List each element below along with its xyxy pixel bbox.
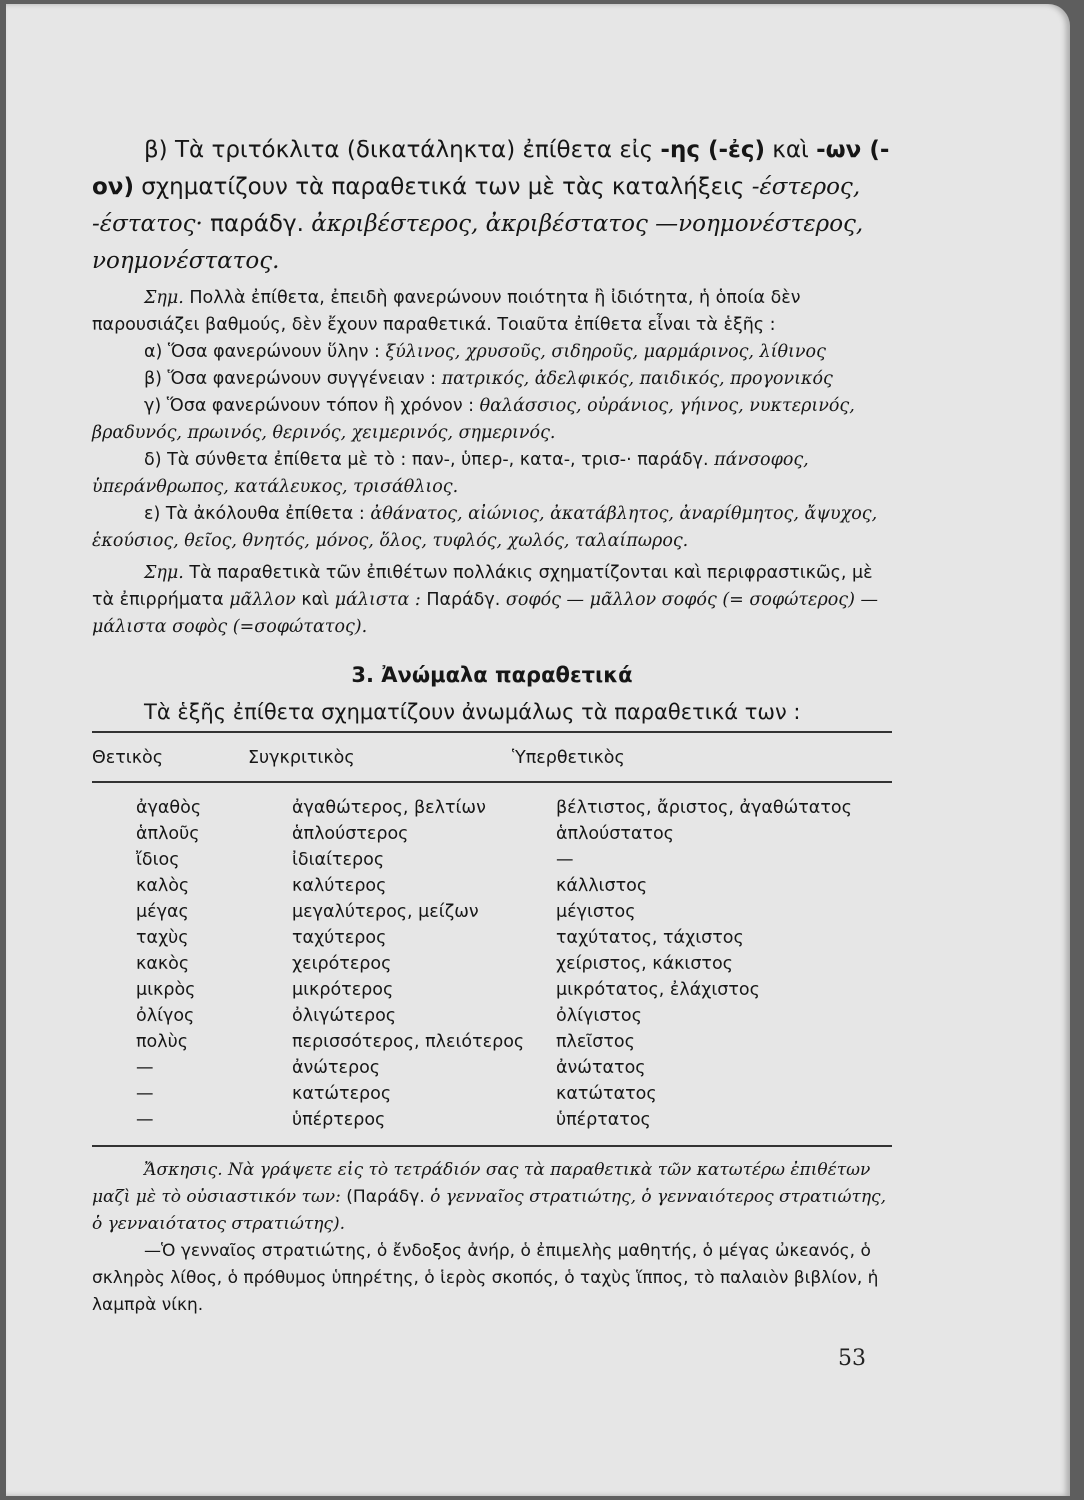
section-b-rest: σχηματίζουν τὰ παραθετικά των μὲ τὰς καταλήξεις <box>141 174 745 200</box>
note-1-item <box>92 366 892 393</box>
cell-positive: — <box>136 1084 154 1104</box>
table-header-rule <box>92 781 892 783</box>
exercise-label: Ἄσκησις. <box>144 1160 223 1180</box>
note-1-item <box>92 447 892 501</box>
cell-superlative: κάλλιστος <box>556 876 648 896</box>
note-1-item-lead: δ) Τὰ σύνθετα ἐπίθετα μὲ τὸ : παν-, ὑπερ-, κατα-, τρισ-· παράδγ. <box>144 450 709 470</box>
cell-positive: μικρὸς <box>136 980 196 1000</box>
note-2-text: Τὰ παραθετικὰ τῶν ἐπιθέτων πολλάκις σχηματίζονται καὶ περιφραστικῶς, μὲ τὰ ἐπιρρήματα <box>92 563 873 610</box>
cell-superlative: ὑπέρτατος <box>556 1110 651 1130</box>
table-row <box>92 821 892 847</box>
cell-superlative: ἀνώτατος <box>556 1058 646 1078</box>
cell-comparative: ὑπέρτερος <box>292 1110 386 1130</box>
note-1-item-examples: θαλάσσιος, οὐράνιος, γήινος, νυκτερινός, βραδυνός, πρωινός, θερινός, χειμερινός, σημερινός. <box>92 396 855 443</box>
table-row <box>92 847 892 873</box>
note-2-kai: καὶ <box>301 590 330 610</box>
note-1-item-lead: ε) Τὰ ἀκόλουθα ἐπίθετα : <box>144 504 365 524</box>
cell-comparative: μεγαλύτερος, μείζων <box>292 902 479 922</box>
note-2-parad: Παράδγ. <box>426 590 501 610</box>
table-row <box>92 1029 892 1055</box>
cell-comparative: χειρότερος <box>292 954 392 974</box>
cell-positive: ταχὺς <box>136 928 189 948</box>
section-b-examples: ἀκριβέστερος, ἀκριβέστατος —νοημονέστερος, νοημονέστατος. <box>92 211 864 274</box>
cell-positive: πολὺς <box>136 1032 188 1052</box>
cell-superlative: ταχύτατος, τάχιστος <box>556 928 744 948</box>
note-1-item <box>92 393 892 447</box>
note-2 <box>92 560 892 641</box>
section-b-parad: παράδγ. <box>210 211 304 237</box>
cell-comparative: ἁπλούστερος <box>292 824 409 844</box>
note-1-item <box>92 339 892 366</box>
book-page <box>6 4 1070 1496</box>
cell-positive: — <box>136 1058 154 1078</box>
col-header-comparative: Συγκριτικὸς <box>248 748 355 768</box>
cell-positive: καλὸς <box>136 876 190 896</box>
section-b-ending-1: -ης (-ἐς) <box>660 137 765 163</box>
cell-superlative: χείριστος, κάκιστος <box>556 954 733 974</box>
section-b-ending-2: -ων (-ον) <box>92 137 890 200</box>
note-1-item-examples: πατρικός, ἀδελφικός, παιδικός, προγονικός <box>441 369 833 389</box>
page-content <box>92 132 892 1319</box>
section-b-and: καὶ <box>772 137 809 163</box>
cell-superlative: ἁπλούστατος <box>556 824 674 844</box>
table-row <box>92 925 892 951</box>
exercise-list: —Ὁ γενναῖος στρατιώτης, ὁ ἔνδοξος ἀνήρ, ὁ ἐπιμελὴς μαθητής, ὁ μέγας ὠκεανός, ὁ σκληρὸς λίθος, ὁ πρόθυμος ὑπηρέτης, ὁ ἱερὸς σκοπός, ὁ ταχὺς ἵππος, τὸ παλαιὸν βιβλίον, ἡ λαμπρὰ νίκη. <box>92 1241 879 1315</box>
section-heading: 3. Ἀνώμαλα παραθετικά <box>351 663 633 687</box>
cell-positive: κακὸς <box>136 954 190 974</box>
cell-comparative: ἀγαθώτερος, βελτίων <box>292 798 486 818</box>
table-row <box>92 873 892 899</box>
table-row <box>92 785 892 821</box>
note-1-item-lead: β) Ὅσα φανερώνουν συγγένειαν : <box>144 369 437 389</box>
table-row <box>92 1055 892 1081</box>
table-row <box>92 1003 892 1029</box>
note-2-mallon: μᾶλλον <box>229 590 296 610</box>
note-1-item-examples: πάνσοφος, ὑπεράνθρωπος, κατάλευκος, τρισάθλιος. <box>92 450 809 497</box>
table-row <box>92 1107 892 1133</box>
cell-superlative: μικρότατος, ἐλάχιστος <box>556 980 760 1000</box>
note-1-text: Πολλὰ ἐπίθετα, ἐπειδὴ φανερώνουν ποιότητα ἢ ἰδιότητα, ἡ ὁποία δὲν παρουσιάζει βαθμούς, δὲν ἔχουν παραθετικά. Τοιαῦτα ἐπίθετα εἶναι τὰ ἑξῆς : <box>92 288 801 335</box>
cell-superlative: βέλτιστος, ἄριστος, ἀγαθώτατος <box>556 798 852 818</box>
section-b-paragraph <box>92 132 892 280</box>
exercise-instr: Νὰ γράψετε εἰς τὸ τετράδιόν σας τὰ παραθετικὰ τῶν κατωτέρω ἐπιθέτων μαζὶ μὲ τὸ οὐσιαστικόν των: <box>92 1160 871 1207</box>
table-row <box>92 951 892 977</box>
cell-comparative: ἰδιαίτερος <box>292 850 385 870</box>
note-1-item <box>92 501 892 555</box>
cell-positive: ἀγαθὸς <box>136 798 202 818</box>
note-1-label: Σημ. <box>144 288 184 308</box>
cell-positive: ἁπλοῦς <box>136 824 200 844</box>
note-2-malista: μάλιστα : <box>334 590 421 610</box>
note-2-label: Σημ. <box>144 563 184 583</box>
cell-comparative: ταχύτερος <box>292 928 387 948</box>
cell-comparative: ὀλιγώτερος <box>292 1006 397 1026</box>
table-header-row <box>92 735 892 779</box>
irregular-comparatives-table <box>92 735 892 779</box>
table-bottom-rule <box>92 1145 892 1147</box>
table-intro: Τὰ ἑξῆς ἐπίθετα σχηματίζουν ἀνωμάλως τὰ παραθετικά των : <box>144 700 801 724</box>
table-row <box>92 1081 892 1107</box>
col-header-positive: Θετικὸς <box>92 748 163 768</box>
note-1-item-lead: γ) Ὅσα φανερώνουν τόπον ἢ χρόνον : <box>144 396 475 416</box>
table-row <box>92 899 892 925</box>
exercise-parad: (Παράδγ. <box>346 1187 425 1207</box>
exercise-instructions <box>92 1157 892 1238</box>
note-1-item-examples: ἀθάνατος, αἰώνιος, ἀκατάβλητος, ἀναρίθμητος, ἄψυχος, ἑκούσιος, θεῖος, θνητός, μόνος, ὅλος, τυφλός, χωλός, ταλαίπωρος. <box>92 504 878 551</box>
note-1-item-examples: ξύλινος, χρυσοῦς, σιδηροῦς, μαρμάρινος, λίθινος <box>385 342 826 362</box>
cell-positive: ἴδιος <box>136 850 180 870</box>
cell-positive: — <box>136 1110 154 1130</box>
cell-comparative: ἀνώτερος <box>292 1058 381 1078</box>
table-top-rule <box>92 731 892 733</box>
cell-superlative: ὀλίγιστος <box>556 1006 642 1026</box>
cell-positive: μέγας <box>136 902 189 922</box>
note-1 <box>92 285 892 339</box>
exercise <box>92 1157 892 1319</box>
cell-superlative: κατώτατος <box>556 1084 657 1104</box>
exercise-example: ὁ γενναῖος στρατιώτης, ὁ γενναιότερος στρατιώτης, ὁ γενναιότατος στρατιώτης). <box>92 1187 886 1234</box>
section-b-lead: β) Τὰ τριτόκλιτα (δικατάληκτα) ἐπίθετα εἰς <box>144 137 654 163</box>
table-row <box>92 977 892 1003</box>
col-header-superlative: Ὑπερθετικὸς <box>512 748 625 768</box>
cell-positive: ὀλίγος <box>136 1006 195 1026</box>
table-body <box>92 785 892 1133</box>
note-1-item-lead: α) Ὅσα φανερώνουν ὕλην : <box>144 342 380 362</box>
cell-comparative: μικρότερος <box>292 980 394 1000</box>
page-number: 53 <box>838 1346 866 1371</box>
cell-superlative: — <box>556 850 574 870</box>
cell-comparative: καλύτερος <box>292 876 387 896</box>
cell-superlative: πλεῖστος <box>556 1032 635 1052</box>
cell-comparative: κατώτερος <box>292 1084 392 1104</box>
section-b-suffixes: -έστερος, -έστατος· <box>92 174 861 237</box>
cell-superlative: μέγιστος <box>556 902 636 922</box>
note-2-example: σοφός — μᾶλλον σοφός (= σοφώτερος) — μάλιστα σοφὸς (=σοφώτατος). <box>92 590 878 637</box>
cell-comparative: περισσότερος, πλειότερος <box>292 1032 525 1052</box>
